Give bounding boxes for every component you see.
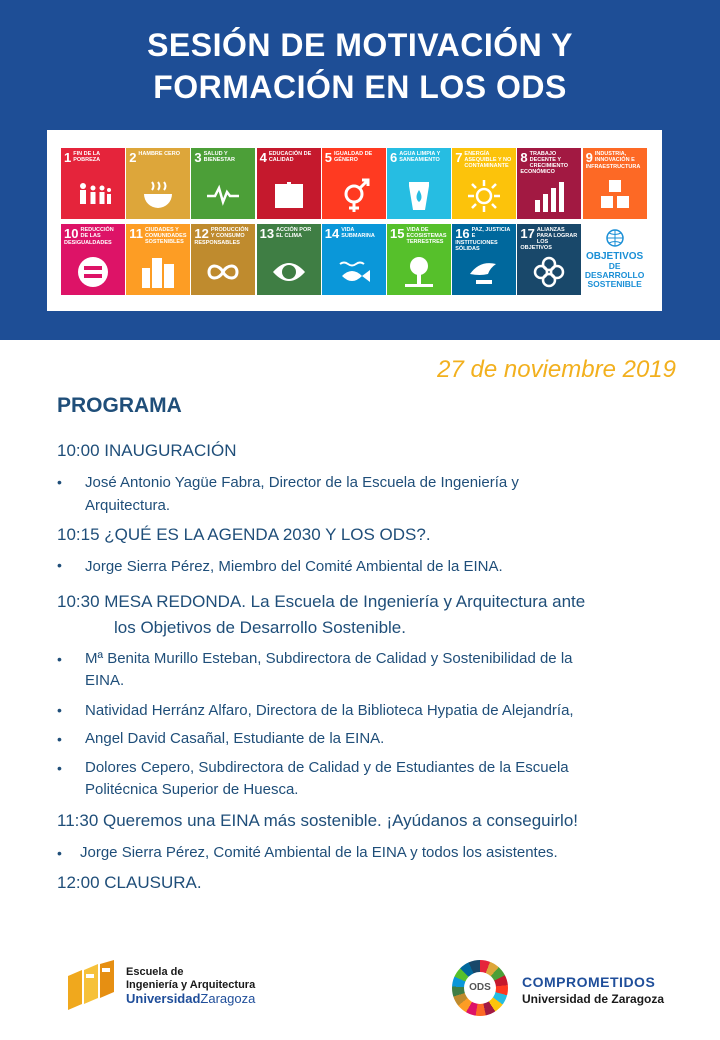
comprometidos-line-2: Universidad de Zaragoza [522,992,665,1006]
sdg-tile-14 [322,224,386,295]
title-line-1: SESIÓN DE MOTIVACIÓN Y [147,27,573,63]
session-3-speaker-4-line-1: Dolores Cepero, Subdirectora de Calidad y de Estudiantes de la Escuela [85,759,569,776]
bullet: • [57,845,62,861]
sdg-tile-3 [191,148,255,219]
growth-chart-icon [531,178,567,214]
comprometidos-text [522,974,664,1006]
session-4-title: 11:30 Queremos una EINA más sostenible. ¡Ayúdanos a conseguirlo! [57,811,579,830]
bullet: • [57,760,62,776]
sdg-number: 11 [129,226,143,241]
page-title [0,24,720,108]
heartbeat-icon [205,178,241,214]
fish-icon [336,254,372,290]
bowl-icon [140,178,176,214]
cubes-icon [597,178,633,214]
sdg-label: TRABAJO DECENTE Y CRECIMIENTO ECONÓMICO [520,151,569,175]
sdg-number: 16 [455,226,470,241]
sdg-number: 10 [64,226,79,241]
sdg-number: 17 [520,226,535,241]
sdg-number: 6 [390,150,398,165]
session-1-speaker-line-1: José Antonio Yagüe Fabra, Director de la Escuela de Ingeniería y [85,474,519,491]
session-1-speaker-line-2: Arquitectura. [85,497,171,514]
sdg-tile-7 [452,148,516,219]
sdg-label: REDUCCIÓN DE LAS DESIGUALDADES [64,227,114,246]
sdg-tile-6 [387,148,451,219]
sdg-tile-12 [191,224,255,295]
sdg-number: 7 [455,150,463,165]
sdg-label: SALUD Y BIENESTAR [203,151,235,163]
book-icon [271,178,307,214]
sdg-tile-11 [126,224,190,295]
eye-globe-icon [271,254,307,290]
flower-rings-icon [531,254,567,290]
gender-icon [336,178,372,214]
bullet: • [57,651,62,667]
sdg-label: AGUA LIMPIA Y SANEAMIENTO [399,151,441,163]
sdg-label: EDUCACIÓN DE CALIDAD [268,151,312,163]
sdg-logo-line-3: SOSTENIBLE [587,279,642,289]
event-date: 27 de noviembre 2019 [437,356,676,383]
sdg-grid-panel [47,130,662,311]
infinity-icon [205,254,241,290]
sdg-label: VIDA SUBMARINA [341,227,375,239]
sdg-label: HAMBRE CERO [138,151,180,157]
sdg-number: 5 [324,150,333,165]
session-3-speaker-1-line-2: EINA. [85,672,125,689]
eina-mark-icon [64,958,120,1014]
sdg-label: CIUDADES Y COMUNIDADES SOSTENIBLES [144,227,187,245]
eina-line-1: Escuela de [126,966,184,978]
session-3-speaker-2: Natividad Herránz Alfaro, Directora de la Biblioteca Hypatia de Alejandría, [85,702,574,719]
comprometidos-line-1: COMPROMETIDOS [522,974,656,990]
session-3-speaker-1-line-1: Mª Benita Murillo Esteban, Subdirectora de Calidad y Sostenibilidad de la [85,650,573,667]
sun-icon [466,178,502,214]
family-icon [75,178,111,214]
uz-bold: Universidad [126,991,201,1006]
sdg-tile-4 [257,148,321,219]
sdg-number: 14 [324,226,340,241]
program-heading: PROGRAMA [57,394,182,417]
session-3-speaker-3: Angel David Casañal, Estudiante de la EINA. [85,730,385,747]
sdg-number: 12 [194,226,209,241]
eina-text [126,966,255,1005]
sdg-tile-9 [583,148,647,219]
sdg-logo-line-2: DE DESARROLLO [584,261,645,280]
sdg-number: 8 [520,150,528,165]
title-line-2: FORMACIÓN EN LOS ODS [153,69,567,105]
sdg-label: ALIANZAS PARA LOGRAR LOS OBJETIVOS [520,227,578,251]
sdg-wheel-icon [452,960,508,1016]
sdg-tile-17 [517,224,581,295]
bullet: • [57,702,62,718]
header-banner [0,0,720,340]
sdg-label: IGUALDAD DE GÉNERO [334,151,373,163]
session-2-speaker: Jorge Sierra Pérez, Miembro del Comité Ambiental de la EINA. [85,558,503,575]
sdg-label: VIDA DE ECOSISTEMAS TERRESTRES [406,227,447,245]
sdg-number: 9 [585,150,593,165]
sdg-tile-16 [452,224,516,295]
bullet: • [57,557,62,573]
sdg-number: 3 [194,150,202,165]
sdg-logo-tile [583,224,647,295]
session-1-title: 10:00 INAUGURACIÓN [57,441,237,460]
dove-icon [466,254,502,290]
sdg-number: 2 [129,150,137,165]
sdg-tile-15 [387,224,451,295]
sdg-tile-10 [61,224,125,295]
session-2-title: 10:15 ¿QUÉ ES LA AGENDA 2030 Y LOS ODS?. [57,525,431,544]
sdg-number: 13 [259,226,275,241]
sdg-label: ACCIÓN POR EL CLIMA [276,227,312,239]
sdg-logo-line-1: OBJETIVOS [585,251,644,262]
comprometidos-logo [446,952,680,1024]
sdg-label: FIN DE LA POBREZA [73,151,101,163]
session-4-speaker: Jorge Sierra Pérez, Comité Ambiental de la EINA y todos los asistentes. [80,844,558,861]
sdg-tile-2 [126,148,190,219]
session-3-title-line-2: los Objetivos de Desarrollo Sostenible. [114,618,406,637]
ods-label: ODS [464,972,496,1004]
sdg-number: 1 [64,150,72,165]
equal-icon [75,254,111,290]
sdg-number: 15 [390,226,405,241]
session-3-title-line-1: 10:30 MESA REDONDA. La Escuela de Ingeniería y Arquitectura ante [57,592,586,611]
sdg-label: PAZ, JUSTICIA E INSTITUCIONES SÓLIDAS [455,227,511,252]
sdg-label: PRODUCCIÓN Y CONSUMO RESPONSABLES [194,227,249,246]
sdg-number: 4 [259,150,267,165]
bullet: • [57,474,62,490]
water-icon [401,178,437,214]
eina-unizar-logo [64,958,284,1018]
sdg-tile-8 [517,148,581,219]
eina-line-2: Ingeniería y Arquitectura [126,979,256,991]
un-globe-icon [605,228,625,248]
sdg-tile-5 [322,148,386,219]
session-3-speaker-4-line-2: Politécnica Superior de Huesca. [85,781,299,798]
tree-icon [401,254,437,290]
buildings-icon [140,254,176,290]
sdg-label: ENERGÍA ASEQUIBLE Y NO CONTAMINANTE [464,151,512,169]
bullet: • [57,731,62,747]
sdg-label: INDUSTRIA, INNOVACIÓN E INFRAESTRUCTURA [585,151,641,170]
sdg-tile-13 [257,224,321,295]
sdg-tile-1 [61,148,125,219]
session-5-title: 12:00 CLAUSURA. [57,873,202,892]
uz-normal: Zaragoza [200,991,256,1006]
